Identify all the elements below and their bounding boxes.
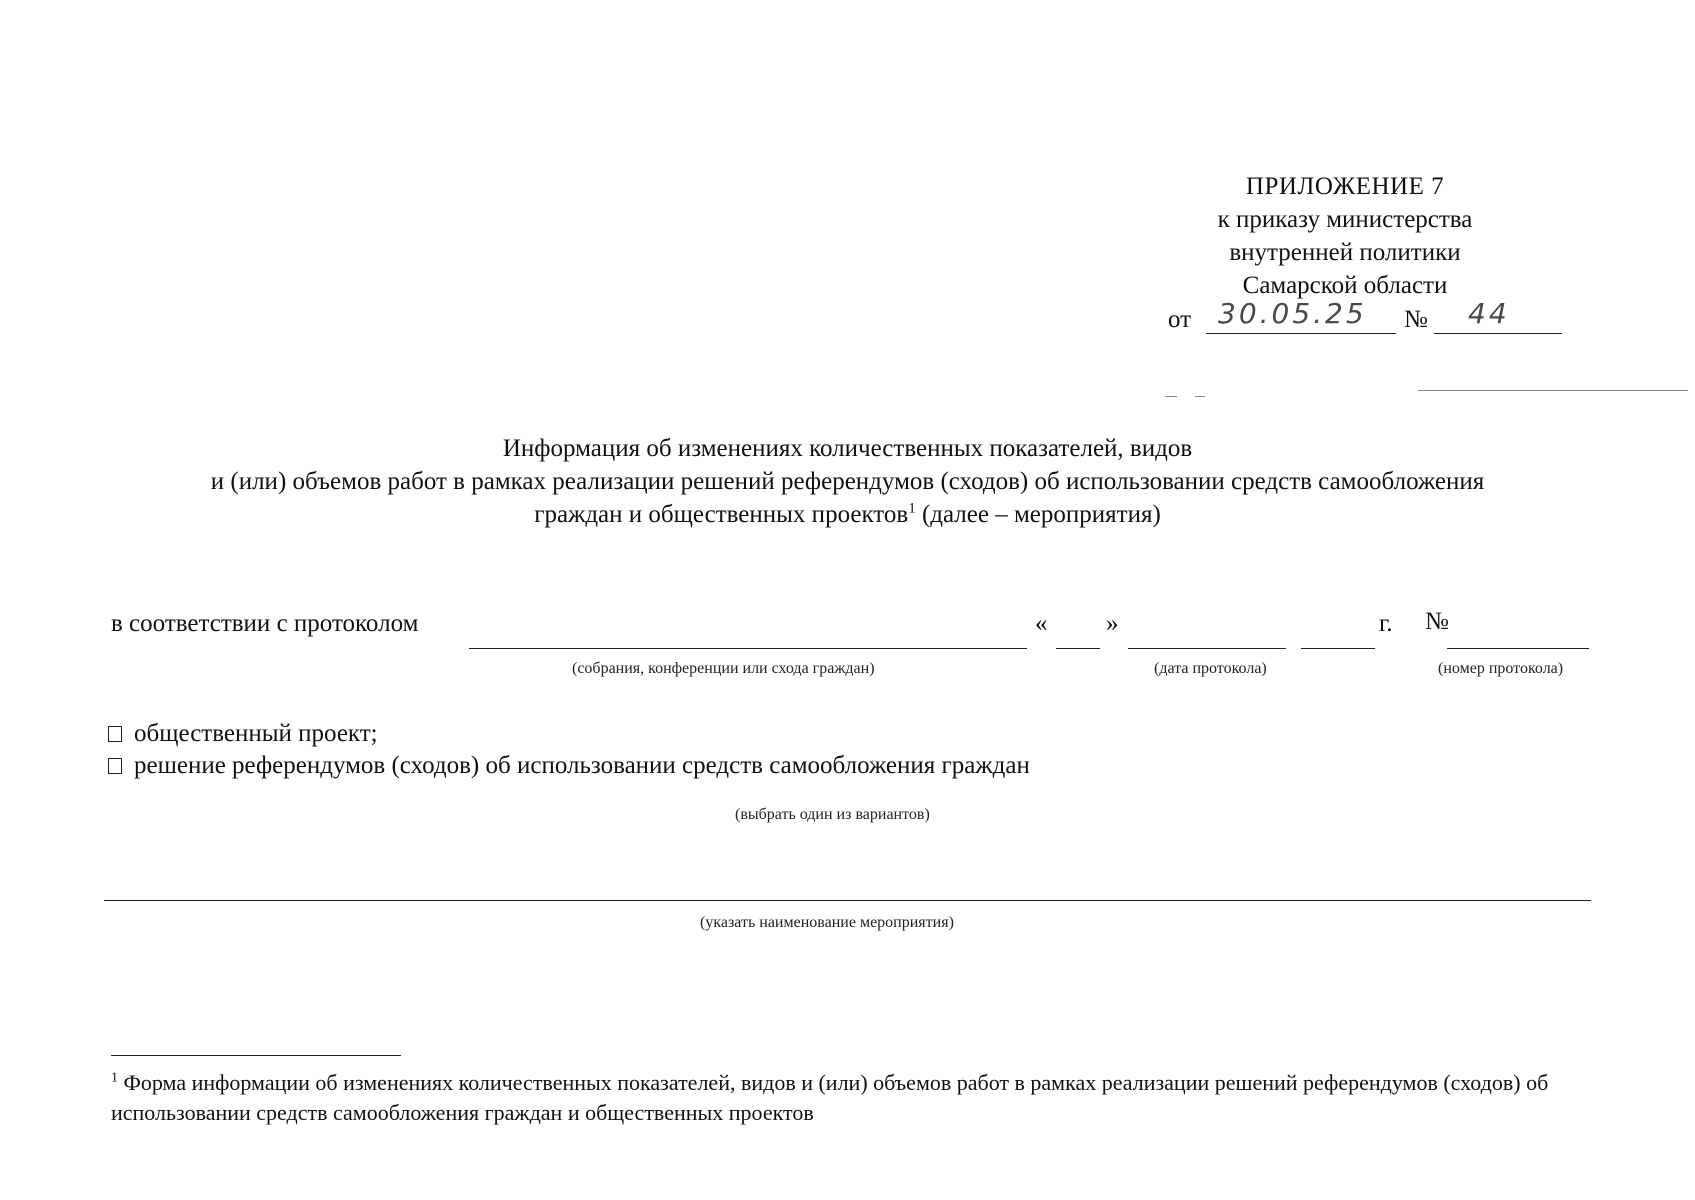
date-prefix: от: [1168, 306, 1192, 333]
scan-artifact-line: [1165, 396, 1177, 397]
footnote-text: Форма информации об изменениях количественных показателей, видов и (или) объемов работ в рамках реализации решений референдумов (сходов) об использовании средств самообложения граждан и общественных проектов: [111, 1070, 1549, 1125]
event-name-hint: (указать наименование мероприятия): [700, 914, 954, 931]
meeting-type-field[interactable]: [469, 648, 1027, 649]
number-sign: №: [1425, 608, 1449, 635]
footnote: [111, 1068, 1591, 1128]
scan-artifact-line: [1195, 396, 1205, 397]
protocol-day-field[interactable]: [1056, 648, 1100, 649]
option-label: решение референдумов (сходов) об использовании средств самообложения граждан: [134, 752, 1030, 779]
document-title: [100, 432, 1595, 531]
appendix-heading: ПРИЛОЖЕНИЕ 7: [1245, 173, 1445, 200]
protocol-date-hint: (дата протокола): [1154, 660, 1267, 677]
protocol-month-field[interactable]: [1128, 648, 1286, 649]
title-line: Информация об изменениях количественных показателей, видов: [502, 435, 1193, 462]
title-line-text: граждан и общественных проектов: [534, 501, 909, 528]
option-public-project[interactable]: [108, 720, 378, 748]
appendix-block: [1150, 170, 1540, 302]
protocol-year-field[interactable]: [1301, 648, 1375, 649]
title-line: [100, 498, 1595, 531]
option-label: общественный проект;: [134, 720, 378, 747]
scan-artifact-line: [1418, 390, 1688, 391]
open-quote: «: [1035, 610, 1048, 637]
date-underline: [1206, 333, 1396, 334]
year-suffix: г.: [1379, 610, 1393, 637]
footnote-separator: [111, 1055, 401, 1056]
checkbox-icon[interactable]: [108, 726, 122, 742]
checkbox-icon[interactable]: [108, 758, 122, 774]
event-name-field[interactable]: [104, 900, 1591, 901]
footnote-mark: 1: [111, 1070, 118, 1086]
title-line: и (или) объемов работ в рамках реализации решений референдумов (сходов) об использовании средств самообложения: [210, 468, 1485, 495]
protocol-label: в соответствии с протоколом: [111, 610, 419, 637]
close-quote: »: [1106, 610, 1119, 637]
handwritten-date: 30.05.25: [1218, 297, 1367, 330]
handwritten-number: 44: [1468, 297, 1510, 330]
appendix-line: Самарской области: [1242, 272, 1448, 299]
footnote-reference: 1: [908, 500, 916, 517]
option-referendum-decision[interactable]: [108, 752, 1030, 780]
appendix-line: к приказу министерства: [1217, 206, 1473, 233]
number-underline: [1434, 333, 1562, 334]
number-prefix: №: [1404, 306, 1428, 333]
options-hint: (выбрать один из вариантов): [735, 806, 930, 823]
meeting-type-hint: (собрания, конференции или схода граждан): [572, 660, 875, 677]
protocol-number-hint: (номер протокола): [1438, 660, 1564, 677]
protocol-number-field[interactable]: [1447, 648, 1589, 649]
appendix-line: внутренней политики: [1229, 239, 1461, 266]
order-date-number-line: [1168, 297, 1568, 340]
title-line-text: (далее – мероприятия): [915, 501, 1161, 528]
